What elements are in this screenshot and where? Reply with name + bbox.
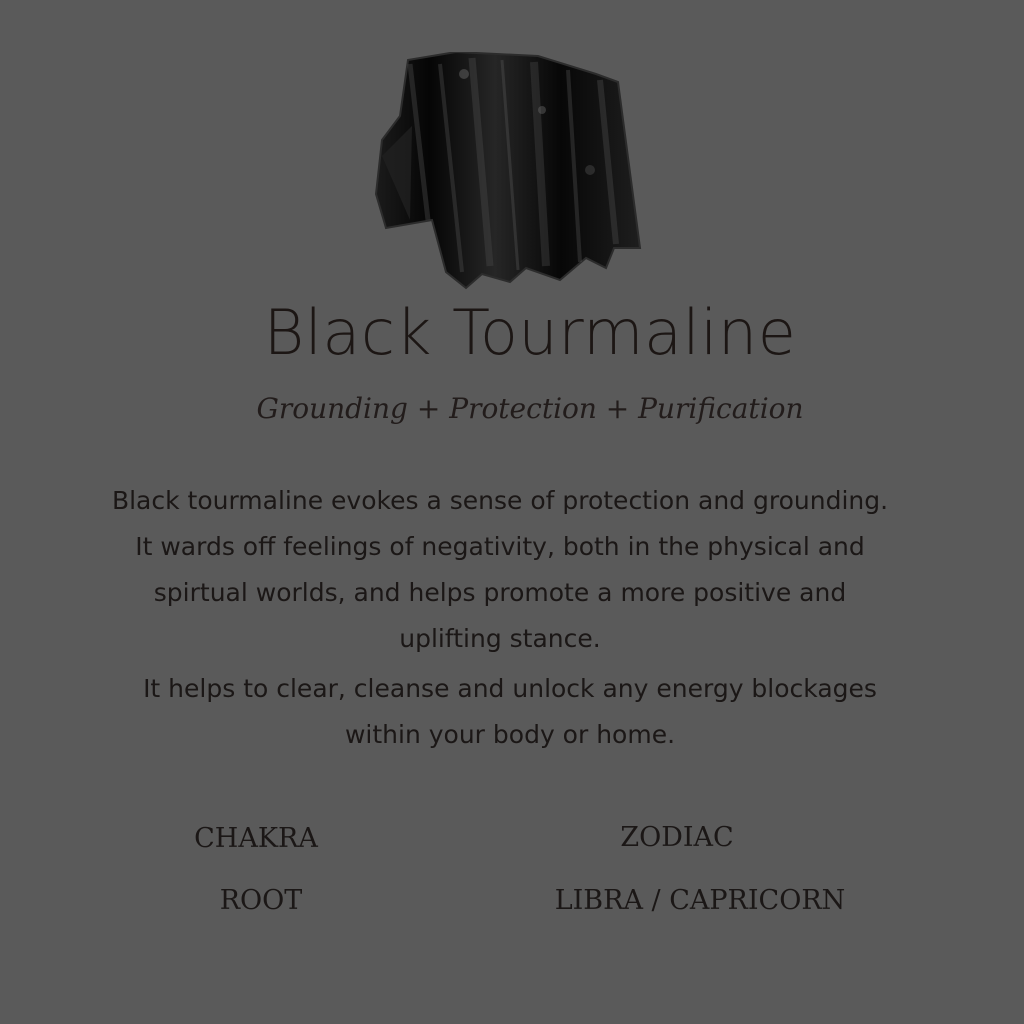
zodiac-value: LIBRA / CAPRICORN (554, 885, 846, 916)
description-paragraph: It helps to clear, cleanse and unlock any energy blockages within your body or home. (143, 674, 877, 749)
description-paragraph: Black tourmaline evokes a sense of protection and grounding. It wards off feelings of negativity, both in the physical and spirtual worlds, and helps promote a more positive and uplifting stance. (111, 486, 889, 653)
page-subtitle: Grounding + Protection + Purification (256, 392, 804, 425)
crystal-icon (370, 52, 650, 312)
black-tourmaline-crystal-image (370, 52, 650, 312)
page-title: Black Tourmaline (263, 296, 797, 369)
zodiac-label: ZODIAC (620, 822, 734, 853)
chakra-label: CHAKRA (194, 823, 318, 854)
chakra-value: ROOT (219, 885, 303, 916)
